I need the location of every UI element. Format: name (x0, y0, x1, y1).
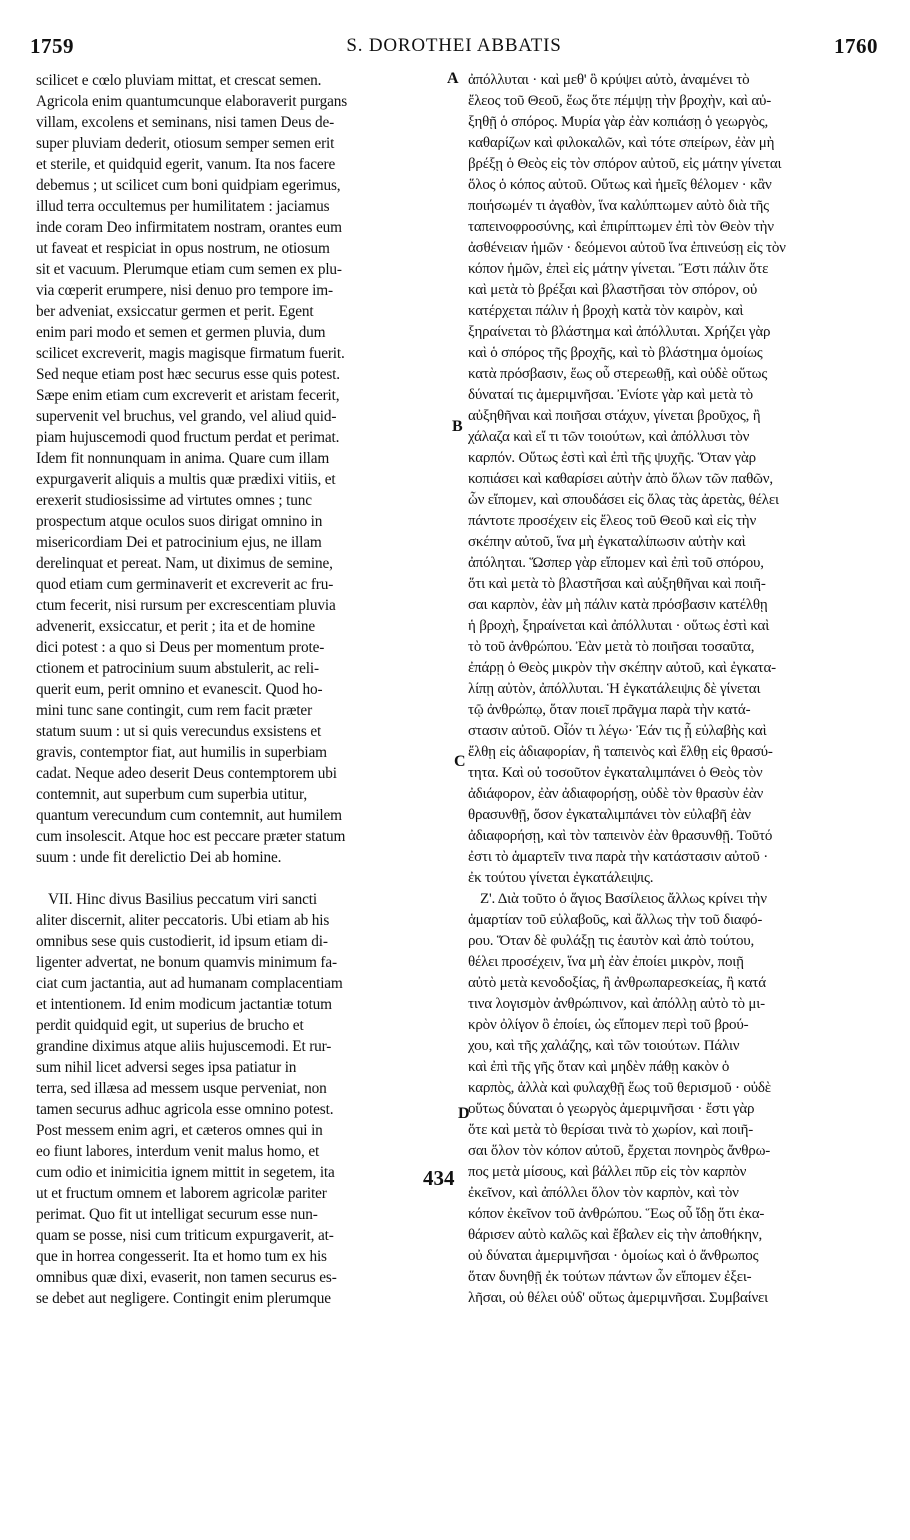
text-line: τητα. Καὶ οὐ τοσοῦτον ἐγκαταλιμπάνει ὁ Θεὸς τὸν (468, 765, 763, 781)
text-line: κατέρχεται πάλιν ἡ βροχὴ κατὰ τὸν καιρὸν, καὶ (468, 303, 744, 319)
text-line: καὶ ἐπὶ τῆς γῆς ὅταν καὶ μηδὲν πάθῃ κακὸν ὁ (468, 1059, 730, 1075)
text-line: ut faveat et respiciat in opus nostrum, ne otiosum (36, 240, 330, 257)
text-line: ρου. Ὅταν δὲ φυλάξῃ τις ἑαυτὸν καὶ ἀπὸ τούτου, (468, 933, 755, 949)
text-line: grandine diximus atque aliis hujuscemodi. Et rur- (36, 1038, 332, 1055)
text-line: καρπόν. Οὕτως ἐστὶ καὶ ἐπὶ τῆς ψυχῆς. Ὅταν γὰρ (468, 450, 756, 466)
text-line: ξηθῇ ὁ σπόρος. Μυρία γὰρ ἐὰν κοπιάσῃ ὁ γεωργὸς, (468, 114, 769, 130)
text-line: σαι ὅλον τὸν κόπον αὐτοῦ, ἔρχεται πονηρὸς ἄνθρω- (468, 1143, 771, 1159)
inline-page-number: 434 (423, 1166, 455, 1190)
text-line: λίπῃ αὐτὸν, ἀπόλλυται. Ἡ ἐγκατάλειψις δὲ γίνεται (468, 681, 761, 697)
text-line: ἐστι τὸ ἁμαρτεῖν τινα παρὰ τὴν κατάστασιν αὐτοῦ · (468, 849, 768, 865)
text-line: κοπιάσει καὶ καθαρίσει αὐτὴν ἀπὸ ὅλων τῶν παθῶν, (468, 471, 773, 487)
text-line: ligenter advertat, ne bonum quamvis minimum fa- (36, 954, 337, 971)
text-line: expurgaverit aliquis a multis quæ prædixi vitiis, et (36, 471, 336, 488)
text-line: querit eum, perit omnino et evanescit. Quod ho- (36, 681, 323, 698)
text-line: ἐπάρῃ ὁ Θεὸς μικρὸν τὴν σκέπην αὐτοῦ, καὶ ἐγκατα- (468, 660, 776, 676)
text-line: cum insolescit. Atque hoc est peccare præter statum (36, 828, 346, 845)
text-line: καθαρίζων καὶ φιλοκαλῶν, καὶ τότε σπείρων, ἐὰν μὴ (468, 135, 775, 151)
text-line: ὅταν δυνηθῇ ἐκ τούτων πάντων ὧν εἴπομεν ἐξει- (468, 1269, 752, 1285)
text-line: στασιν αὐτοῦ. Οἷόν τι λέγω· Ἐάν τις ᾖ εὐλαβὴς καὶ (468, 723, 767, 739)
text-line: ἡ βροχὴ, ξηραίνεται καὶ ἀπόλλυται · οὕτως ἐστὶ καὶ (468, 618, 770, 634)
section-marker-c: C (454, 753, 466, 770)
text-line: ciat cum jactantia, aut ad humanam complacentiam (36, 975, 343, 992)
text-line: σκέπην αὐτοῦ, ἵνα μὴ ἐγκαταλίπωσιν αὐτὴν καὶ (468, 534, 746, 550)
text-line: πάντοτε προσέχειν εἰς ἔλεος τοῦ Θεοῦ καὶ εἰς τὴν (468, 513, 757, 529)
text-line: θρασυνθῇ, ὅσον ἐγκαταλιμπάνει τὸν εὐλαβῆ ἐὰν (468, 807, 751, 823)
text-line: ὅτε καὶ μετὰ τὸ θερίσαι τινὰ τὸ χωρίον, καὶ ποιῆ- (468, 1122, 754, 1138)
text-line: καρπὸς, ἀλλὰ καὶ φυλαχθῇ ἕως τοῦ θερισμοῦ · οὐδὲ (468, 1080, 771, 1096)
text-line: ἀπόληται. Ὥσπερ γὰρ εἴπομεν καὶ ἐπὶ τοῦ σπόρου, (468, 555, 764, 571)
text-line: erexerit studiosissime ad virtutes omnes ; tunc (36, 492, 312, 509)
text-line: villam, excolens et seminans, nisi tamen Deus de- (36, 114, 335, 131)
text-line: misericordiam Dei et patrocinium ejus, ne illam (36, 534, 322, 551)
text-line: ctionem et patrocinium suum abstulerit, ac reli- (36, 660, 319, 677)
text-line: tamen securus adhuc agricola esse omnino potest. (36, 1101, 334, 1118)
text-line: VII. Hinc divus Basilius peccatum viri sancti (48, 891, 317, 908)
text-line: αὐξηθῆναι καὶ ποιῆσαι στάχυν, γίνεται βροῦχος, ἢ (468, 408, 761, 424)
text-line: κατὰ πρόσβασιν, ἕως οὗ στερεωθῇ, καὶ οὐδὲ οὕτως (468, 366, 768, 382)
text-line: illud terra occultemus per humilitatem : jaciamus (36, 198, 330, 215)
text-line: ταπεινοφροσύνης, καὶ ἐπιρίπτωμεν ἐπὶ τὸν Θεὸν τὴν (468, 219, 774, 235)
text-line: ber adveniat, exsiccatur germen et perit. Egent (36, 303, 314, 320)
text-line: θάρισεν αὐτὸ καλῶς καὶ ἔβαλεν εἰς τὴν ἀποθήκην, (468, 1227, 763, 1243)
greek-column (468, 70, 870, 1309)
text-line: gravis, contemptor fiat, aut humilis in superbiam (36, 744, 327, 761)
section-marker-d: D (458, 1105, 470, 1122)
text-line: cadat. Neque adeo deserit Deus contemptorem ubi (36, 765, 337, 782)
text-line: βρέξῃ ὁ Θεὸς εἰς τὸν σπόρον αὐτοῦ, εἰς μάτην γίνεται (468, 156, 782, 172)
text-line: suum : unde fit derelictio Dei ab homine. (36, 849, 282, 866)
text-line: ἀπόλλυται · καὶ μεθ' ὃ κρύψει αὐτὸ, ἀναμένει τὸ (468, 72, 750, 88)
text-line: οὕτως δύναται ὁ γεωργὸς ἀμεριμνῆσαι · ἔστι γὰρ (468, 1101, 755, 1117)
text-line: omnibus quæ dixi, evaserit, non tamen securus es- (36, 1269, 337, 1286)
text-line: inde coram Deo infirmitatem nostram, orantes eum (36, 219, 342, 236)
text-line: Agricola enim quantumcunque elaboraverit purgans (36, 93, 348, 110)
text-line: perdit quidquid egit, ut superius de brucho et (36, 1017, 304, 1034)
text-line: ἐκεῖνον, καὶ ἀπόλλει ὅλον τὸν καρπὸν, καὶ τὸν (468, 1185, 739, 1201)
text-line: δύναταί τις ἀμεριμνῆσαι. Ἐνίοτε γὰρ καὶ μετὰ τὸ (468, 387, 753, 403)
text-line: derelinquat et pereat. Nam, ut diximus de semine, (36, 555, 333, 572)
text-line: omnibus sese quis custodierit, id ipsum etiam di- (36, 933, 328, 950)
text-line: Sæpe enim etiam cum excreverit et aristam fecerit, (36, 387, 340, 404)
text-line: aliter discernit, aliter peccatoris. Ubi etiam ab his (36, 912, 330, 929)
text-line: κόπον ἡμῶν, ἐπεὶ εἰς μάτην γίνεται. Ἔστι πάλιν ὅτε (468, 261, 769, 277)
text-line: ξηραίνεται τὸ βλάστημα καὶ ἀπόλλυται. Χρήζει γὰρ (468, 324, 771, 340)
text-line: ἁμαρτίαν τοῦ εὐλαβοῦς, καὶ ἄλλως τὴν τοῦ διαφό- (468, 912, 763, 928)
text-line: enim pari modo et semen et germen pluvia, dum (36, 324, 326, 341)
text-line: καὶ ὁ σπόρος τῆς βροχῆς, καὶ τὸ βλάστημα ὁμοίως (468, 345, 763, 361)
text-line: scilicet excreverit, magis magisque firmatum fuerit. (36, 345, 345, 362)
text-line: et sterile, et quidquid egerit, vanum. Ita nos facere (36, 156, 336, 173)
text-line: quam se posse, nisi cum triticum expurgaverit, at- (36, 1227, 334, 1244)
text-line: sit et vacuum. Plerumque etiam cum semen ex plu- (36, 261, 342, 278)
text-line: τῷ ἀνθρώπῳ, ὅταν ποιεῖ πρᾶγμα παρὰ τὴν κατά- (468, 702, 751, 718)
text-line: οὐ δύναται ἀμεριμνῆσαι · ὁμοίως καὶ ὁ ἄνθρωπος (468, 1248, 759, 1264)
text-line: quod etiam cum germinaverit et excreverit ac fru- (36, 576, 334, 593)
text-line: ἀδιαφορήσῃ, καὶ τὸν ταπεινὸν ἐὰν θρασυνθῇ. Τοῦτό (468, 828, 773, 844)
text-line: λῆσαι, οὐ θέλει οὐδ' οὕτως ἀμεριμνῆσαι. Συμβαίνει (468, 1290, 768, 1306)
text-line: κόπον ἐκεῖνον τοῦ ἀνθρώπου. Ἕως οὗ ἴδῃ ὅτι ἐκα- (468, 1206, 765, 1222)
text-line: statum suum : ut si quis verecundus exsistens et (36, 723, 322, 740)
text-line: advenerit, exsiccatur, et perit ; ita et de homine (36, 618, 316, 635)
text-line: contemnit, aut superbum cum superbia utitur, (36, 786, 308, 803)
text-line: perimat. Quo fit ut intelligat securum esse nun- (36, 1206, 318, 1223)
running-title: S. DOROTHEI ABBATIS (346, 35, 562, 56)
text-line: ἀδιάφορον, ἐὰν ἀδιαφορήσῃ, οὐδὲ τὸν θρασὺν ἐὰν (468, 786, 764, 802)
text-line: Ζ'. Διὰ τοῦτο ὁ ἅγιος Βασίλειος ἄλλως κρίνει τὴν (480, 891, 767, 907)
text-line: se debet aut negligere. Contingit enim plerumque (36, 1290, 331, 1307)
text-line: dici potest : a quo si Deus per momentum prote- (36, 639, 325, 656)
text-line: ὧν εἴπομεν, καὶ σπουδάσει εἰς ὅλας τὰς ἀρετὰς, θέλει (468, 492, 779, 508)
text-line: χάλαζα καὶ εἴ τι τῶν τοιούτων, καὶ ἀπόλλυσι τὸν (468, 429, 750, 445)
text-line: Post messem enim agri, et cæteros omnes qui in (36, 1122, 323, 1139)
page-header (30, 34, 878, 64)
text-line: Sed neque etiam post hæc securus esse quis potest. (36, 366, 340, 383)
text-line: ἔλεος τοῦ Θεοῦ, ἕως ὅτε πέμψῃ τὴν βροχὴν, καὶ αὐ- (468, 93, 772, 109)
text-line: καὶ μετὰ τὸ βρέξαι καὶ βλαστῆσαι τὸν σπόρον, οὐ (468, 282, 758, 298)
text-line: ctum fecerit, nisi rursum per excrescentiam pluvia (36, 597, 336, 614)
text-line: via cœperit erumpere, nisi denuo pro tempore im- (36, 282, 333, 299)
text-line: κρὸν ὀλίγον ὃ ἐποίει, ὡς εἴπομεν περὶ τοῦ βρού- (468, 1017, 749, 1033)
text-line: debemus ; ut scilicet cum boni quidpiam egerimus, (36, 177, 341, 194)
text-line: cum odio et inimicitia ignem mittit in segetem, ita (36, 1164, 335, 1181)
text-line: ἀσθένειαν ἡμῶν · δεόμενοι αὐτοῦ ἵνα ἐπινεύσῃ εἰς τὸν (468, 240, 786, 256)
text-line: ἐκ τούτου γίνεται ἐγκατάλειψις. (468, 870, 654, 886)
text-line: Idem fit nonnunquam in anima. Quare cum illam (36, 450, 330, 467)
text-line: eo fiunt labores, interdum venit malus homo, et (36, 1143, 320, 1160)
section-marker-a: A (447, 70, 459, 87)
page-number-right: 1760 (834, 34, 878, 58)
text-line: πος μετὰ μίσους, καὶ βάλλει πῦρ εἰς τὸν καρπὸν (468, 1164, 747, 1180)
text-line: ποιήσωμέν τι ἀγαθὸν, ἵνα καλύπτωμεν αὐτὸ διὰ τῆς (468, 198, 769, 214)
text-line: scilicet e cœlo pluviam mittat, et crescat semen. (36, 72, 322, 89)
text-line: piam hujuscemodi quod fructum perdat et perimat. (36, 429, 340, 446)
text-line: super pluviam dederit, otiosum semper semen erit (36, 135, 335, 152)
text-line: τὸ τοῦ ἀνθρώπου. Ἐὰν μετὰ τὸ ποιῆσαι τοσαῦτα, (468, 639, 755, 655)
text-line: σαι καρπὸν, ἐὰν μὴ πάλιν κατὰ πρόσβασιν κατέλθῃ (468, 597, 768, 613)
text-line: mini tunc sane contingit, cum rem facit præter (36, 702, 313, 719)
text-line: αὐτὸ μετὰ κενοδοξίας, ἢ ἀνθρωπαρεσκείας, ἢ κατά (468, 975, 766, 991)
text-line: ὅλος ὁ κόπος αὐτοῦ. Οὕτως καὶ ἡμεῖς θέλομεν · κἂν (468, 177, 772, 193)
text-line: ut et fructum omnem et laborem agricolæ pariter (36, 1185, 327, 1202)
text-line: terra, sed illæsa ad messem usque perveniat, non (36, 1080, 327, 1097)
text-line: quantum verecundum cum contemnit, aut humilem (36, 807, 342, 824)
text-line: ὅτι καὶ μετὰ τὸ βλαστῆσαι καὶ αὐξηθῆναι καὶ ποιῆ- (468, 576, 766, 592)
page-number-left: 1759 (30, 34, 74, 58)
text-line: χου, καὶ τῆς χαλάζης, καὶ τῶν τοιούτων. Πάλιν (468, 1038, 740, 1054)
text-line: τινα λογισμὸν ἀνθρώπινον, καὶ ἀπόλλῃ αὐτὸ τὸ μι- (468, 996, 765, 1012)
text-line: prospectum atque oculos suos dirigat omnino in (36, 513, 323, 530)
text-line: supervenit vel bruchus, vel grando, vel aliud quid- (36, 408, 337, 425)
text-line: θέλει προσέχειν, ἵνα μὴ ἐὰν ἐποίει μικρὸν, ποιῇ (468, 954, 744, 970)
text-line: sum nihil licet adversi seges ipsa patiatur in (36, 1059, 297, 1076)
section-marker-b: B (452, 418, 463, 435)
paragraph-gap (36, 868, 446, 889)
text-line: que in horrea congesserit. Ita et homo tum ex his (36, 1248, 327, 1265)
text-line: ἔλθῃ εἰς ἀδιαφορίαν, ἢ ταπεινὸς καὶ ἔλθῃ εἰς θρασύ- (468, 744, 773, 760)
latin-column (36, 70, 446, 1309)
text-line: et intentionem. Id enim modicum jactantiæ totum (36, 996, 332, 1013)
